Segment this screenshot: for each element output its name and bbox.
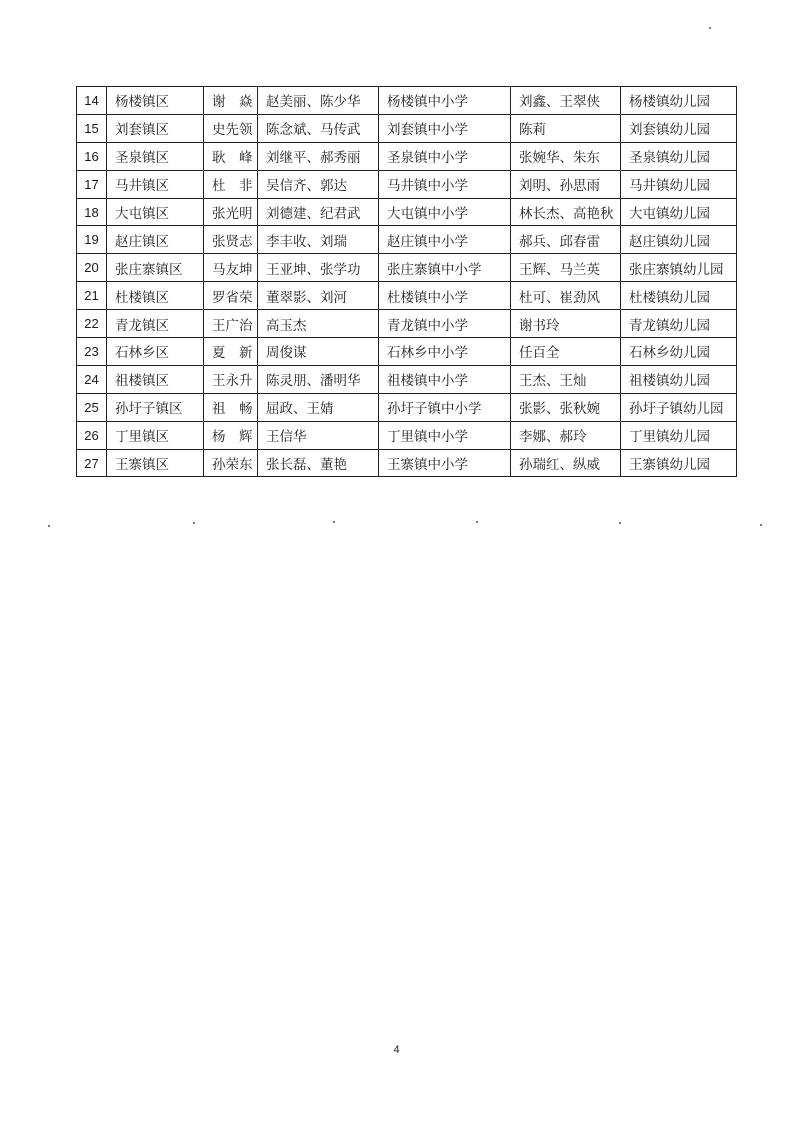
- page-number: 4: [393, 1044, 400, 1056]
- middle-school-cell: 赵庄镇中小学: [379, 226, 511, 254]
- school-staff-cell: 谢书玲: [511, 310, 621, 338]
- scan-speck: [619, 522, 621, 524]
- district-cell: 孙圩子镇区: [107, 393, 204, 421]
- middle-school-cell: 孙圩子镇中小学: [379, 393, 511, 421]
- table-row: [77, 449, 737, 477]
- row-number-cell: 23: [77, 338, 107, 366]
- table-row: [77, 365, 737, 393]
- row-number-cell: 19: [77, 226, 107, 254]
- row-number-cell: 26: [77, 421, 107, 449]
- district-cell: 石林乡区: [107, 338, 204, 366]
- kindergarten-cell: 石林乡幼儿园: [621, 338, 737, 366]
- members-cell: 高玉杰: [258, 310, 379, 338]
- kindergarten-cell: 马井镇幼儿园: [621, 170, 737, 198]
- leader-cell: 谢 焱: [204, 87, 258, 115]
- row-number-cell: 18: [77, 198, 107, 226]
- members-cell: 陈灵朋、潘明华: [258, 365, 379, 393]
- district-cell: 张庄寨镇区: [107, 254, 204, 282]
- scan-speck: [48, 525, 50, 527]
- kindergarten-cell: 丁里镇幼儿园: [621, 421, 737, 449]
- table-row: [77, 282, 737, 310]
- leader-cell: 杨 辉: [204, 421, 258, 449]
- members-cell: 吴信齐、郭达: [258, 170, 379, 198]
- row-number-cell: 24: [77, 365, 107, 393]
- middle-school-cell: 马井镇中小学: [379, 170, 511, 198]
- table-row: [77, 87, 737, 115]
- scan-speck: [709, 27, 711, 29]
- middle-school-cell: 杜楼镇中小学: [379, 282, 511, 310]
- members-cell: 王亚坤、张学功: [258, 254, 379, 282]
- staff-roster-table: [76, 86, 737, 477]
- table-row: [77, 254, 737, 282]
- district-cell: 大屯镇区: [107, 198, 204, 226]
- school-staff-cell: 任百全: [511, 338, 621, 366]
- scan-speck: [193, 522, 195, 524]
- table-row: [77, 393, 737, 421]
- middle-school-cell: 张庄寨镇中小学: [379, 254, 511, 282]
- leader-cell: 张光明: [204, 198, 258, 226]
- members-cell: 陈念斌、马传武: [258, 114, 379, 142]
- roster-body: [77, 87, 737, 477]
- leader-cell: 祖 畅: [204, 393, 258, 421]
- school-staff-cell: 刘明、孙思雨: [511, 170, 621, 198]
- kindergarten-cell: 孙圩子镇幼儿园: [621, 393, 737, 421]
- middle-school-cell: 刘套镇中小学: [379, 114, 511, 142]
- middle-school-cell: 圣泉镇中小学: [379, 142, 511, 170]
- middle-school-cell: 祖楼镇中小学: [379, 365, 511, 393]
- table-row: [77, 338, 737, 366]
- middle-school-cell: 青龙镇中小学: [379, 310, 511, 338]
- members-cell: 赵美丽、陈少华: [258, 87, 379, 115]
- members-cell: 刘继平、郝秀丽: [258, 142, 379, 170]
- kindergarten-cell: 赵庄镇幼儿园: [621, 226, 737, 254]
- district-cell: 丁里镇区: [107, 421, 204, 449]
- table-row: [77, 198, 737, 226]
- kindergarten-cell: 大屯镇幼儿园: [621, 198, 737, 226]
- school-staff-cell: 郝兵、邱春雷: [511, 226, 621, 254]
- school-staff-cell: 张影、张秋婉: [511, 393, 621, 421]
- row-number-cell: 25: [77, 393, 107, 421]
- district-cell: 圣泉镇区: [107, 142, 204, 170]
- row-number-cell: 14: [77, 87, 107, 115]
- scan-speck: [333, 521, 335, 523]
- kindergarten-cell: 青龙镇幼儿园: [621, 310, 737, 338]
- school-staff-cell: 孙瑞红、纵威: [511, 449, 621, 477]
- district-cell: 刘套镇区: [107, 114, 204, 142]
- table-row: [77, 114, 737, 142]
- school-staff-cell: 张婉华、朱东: [511, 142, 621, 170]
- table-row: [77, 310, 737, 338]
- row-number-cell: 16: [77, 142, 107, 170]
- leader-cell: 史先领: [204, 114, 258, 142]
- leader-cell: 孙荣东: [204, 449, 258, 477]
- leader-cell: 马友坤: [204, 254, 258, 282]
- table-row: [77, 142, 737, 170]
- kindergarten-cell: 杨楼镇幼儿园: [621, 87, 737, 115]
- members-cell: 张长磊、董艳: [258, 449, 379, 477]
- school-staff-cell: 杜可、崔劲风: [511, 282, 621, 310]
- leader-cell: 王永升: [204, 365, 258, 393]
- row-number-cell: 22: [77, 310, 107, 338]
- table-row: [77, 421, 737, 449]
- school-staff-cell: 王辉、马兰英: [511, 254, 621, 282]
- school-staff-cell: 林长杰、高艳秋: [511, 198, 621, 226]
- district-cell: 青龙镇区: [107, 310, 204, 338]
- kindergarten-cell: 刘套镇幼儿园: [621, 114, 737, 142]
- district-cell: 杨楼镇区: [107, 87, 204, 115]
- middle-school-cell: 石林乡中小学: [379, 338, 511, 366]
- row-number-cell: 17: [77, 170, 107, 198]
- table-row: [77, 170, 737, 198]
- table-row: [77, 226, 737, 254]
- kindergarten-cell: 张庄寨镇幼儿园: [621, 254, 737, 282]
- row-number-cell: 20: [77, 254, 107, 282]
- members-cell: 董翠影、刘河: [258, 282, 379, 310]
- leader-cell: 杜 非: [204, 170, 258, 198]
- leader-cell: 耿 峰: [204, 142, 258, 170]
- district-cell: 赵庄镇区: [107, 226, 204, 254]
- members-cell: 李丰收、刘瑞: [258, 226, 379, 254]
- district-cell: 杜楼镇区: [107, 282, 204, 310]
- middle-school-cell: 大屯镇中小学: [379, 198, 511, 226]
- leader-cell: 张贤志: [204, 226, 258, 254]
- school-staff-cell: 陈莉: [511, 114, 621, 142]
- members-cell: 王信华: [258, 421, 379, 449]
- district-cell: 王寨镇区: [107, 449, 204, 477]
- district-cell: 祖楼镇区: [107, 365, 204, 393]
- row-number-cell: 21: [77, 282, 107, 310]
- middle-school-cell: 杨楼镇中小学: [379, 87, 511, 115]
- members-cell: 周俊谋: [258, 338, 379, 366]
- members-cell: 刘德建、纪君武: [258, 198, 379, 226]
- middle-school-cell: 王寨镇中小学: [379, 449, 511, 477]
- row-number-cell: 27: [77, 449, 107, 477]
- scan-speck: [760, 524, 762, 526]
- school-staff-cell: 李娜、郝玲: [511, 421, 621, 449]
- members-cell: 屈政、王婧: [258, 393, 379, 421]
- kindergarten-cell: 王寨镇幼儿园: [621, 449, 737, 477]
- middle-school-cell: 丁里镇中小学: [379, 421, 511, 449]
- kindergarten-cell: 圣泉镇幼儿园: [621, 142, 737, 170]
- kindergarten-cell: 祖楼镇幼儿园: [621, 365, 737, 393]
- district-cell: 马井镇区: [107, 170, 204, 198]
- school-staff-cell: 刘鑫、王翠侠: [511, 87, 621, 115]
- scan-speck: [476, 521, 478, 523]
- leader-cell: 王广治: [204, 310, 258, 338]
- kindergarten-cell: 杜楼镇幼儿园: [621, 282, 737, 310]
- school-staff-cell: 王杰、王灿: [511, 365, 621, 393]
- leader-cell: 罗省荣: [204, 282, 258, 310]
- leader-cell: 夏 新: [204, 338, 258, 366]
- row-number-cell: 15: [77, 114, 107, 142]
